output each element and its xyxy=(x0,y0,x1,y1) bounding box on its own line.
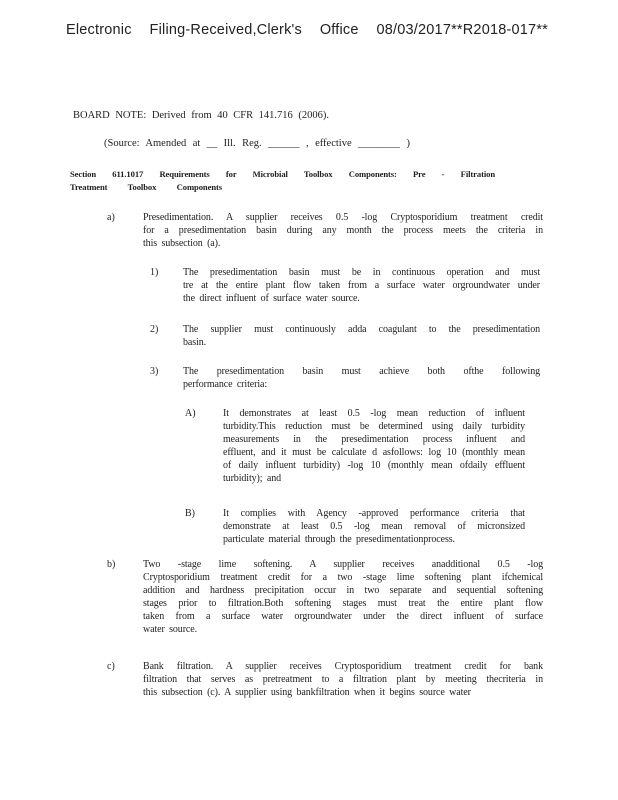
paragraph-label: c) xyxy=(107,661,115,672)
paragraph-3 xyxy=(150,365,540,391)
paragraph-text xyxy=(183,365,540,391)
source-line: (Source: Amended at __ Ill. Reg. ______ , effective ________ ) xyxy=(104,138,410,149)
paragraph-c xyxy=(107,660,543,699)
paragraph-2 xyxy=(150,323,540,349)
paragraph-text xyxy=(143,558,543,636)
paragraph-label: a) xyxy=(107,212,115,223)
text-line: Two -stage lime softening. A supplier receives anadditional 0.5 -log xyxy=(143,559,543,570)
text-line: this subsection (a). xyxy=(143,238,221,249)
text-line: performance criteria: xyxy=(183,379,268,390)
paragraph-label: 3) xyxy=(150,366,159,377)
text-line: The supplier must continuously adda coagulant to the presedimentation xyxy=(183,324,540,335)
text-line: tre at the entire plant flow taken from a surface water orgroundwater under xyxy=(183,280,540,291)
text-line: turbidity); and xyxy=(223,473,281,484)
text-line: Presedimentation. A supplier receives 0.5 -log Cryptosporidium treatment credit xyxy=(143,212,543,223)
text-line: the direct influent of surface water source. xyxy=(183,293,360,304)
paragraph-text xyxy=(223,507,525,546)
section-heading-line2: Treatment Toolbox Components xyxy=(70,182,222,192)
text-line: filtration that serves as pretreatment to a filtration plant by meeting thecriteria in xyxy=(143,674,543,685)
text-line: Bank filtration. A supplier receives Cryptosporidium treatment credit for bank xyxy=(143,661,543,672)
paragraph-text xyxy=(143,660,543,699)
text-line: particulate material through the presedimentationprocess. xyxy=(223,534,455,545)
text-line: Cryptosporidium treatment credit for a two -stage lime softening plant ifchemical xyxy=(143,572,543,583)
paragraph-text xyxy=(143,211,543,250)
text-line: turbidity.This reduction must be determined using daily turbidity xyxy=(223,421,525,432)
text-line: The presedimentation basin must achieve both ofthe following xyxy=(183,366,540,377)
text-line: water source. xyxy=(143,624,198,635)
paragraph-text xyxy=(183,323,540,349)
paragraph-label: B) xyxy=(185,508,195,519)
paragraph-B xyxy=(185,507,525,546)
text-line: for a presedimentation basin during any month the process meets the criteria in xyxy=(143,225,543,236)
paragraph-label: 2) xyxy=(150,324,159,335)
paragraph-text xyxy=(223,407,525,485)
text-line: of daily influent turbidity) -log 10 (monthly mean ofdaily effluent xyxy=(223,460,525,471)
paragraph-a xyxy=(107,211,543,250)
text-line: It demonstrates at least 0.5 -log mean reduction of influent xyxy=(223,408,525,419)
text-line: demonstrate at least 0.5 -log mean removal of micronsized xyxy=(223,521,525,532)
board-note: BOARD NOTE: Derived from 40 CFR 141.716 (2006). xyxy=(73,110,329,121)
section-heading xyxy=(70,168,495,194)
text-line: stages prior to filtration.Both softening stages must treat the entire plant flow xyxy=(143,598,543,609)
paragraph-A xyxy=(185,407,525,485)
text-line: effluent, and it must be calculate d asfollows: log 10 (monthly mean xyxy=(223,447,525,458)
paragraph-label: A) xyxy=(185,408,196,419)
section-heading-line1: Section 611.1017 Requirements for Microbial Toolbox Components: Pre - Filtration xyxy=(70,169,495,179)
text-line: addition and hardness precipitation occur in two separate and sequential softening xyxy=(143,585,543,596)
text-line: It complies with Agency -approved performance criteria that xyxy=(223,508,525,519)
text-line: The presedimentation basin must be in continuous operation and must xyxy=(183,267,540,278)
paragraph-b xyxy=(107,558,543,636)
filing-header: Electronic Filing-Received,Clerk's Office 08/03/2017**R2018-017** xyxy=(66,22,548,38)
text-line: this subsection (c). A supplier using bankfiltration when it begins source water xyxy=(143,687,471,698)
paragraph-text xyxy=(183,266,540,305)
paragraph-label: b) xyxy=(107,559,116,570)
paragraph-1 xyxy=(150,266,540,305)
paragraph-label: 1) xyxy=(150,267,159,278)
text-line: measurements in the presedimentation process influent and xyxy=(223,434,525,445)
text-line: taken from a surface water orgroundwater under the direct influent of surface xyxy=(143,611,543,622)
text-line: basin. xyxy=(183,337,207,348)
